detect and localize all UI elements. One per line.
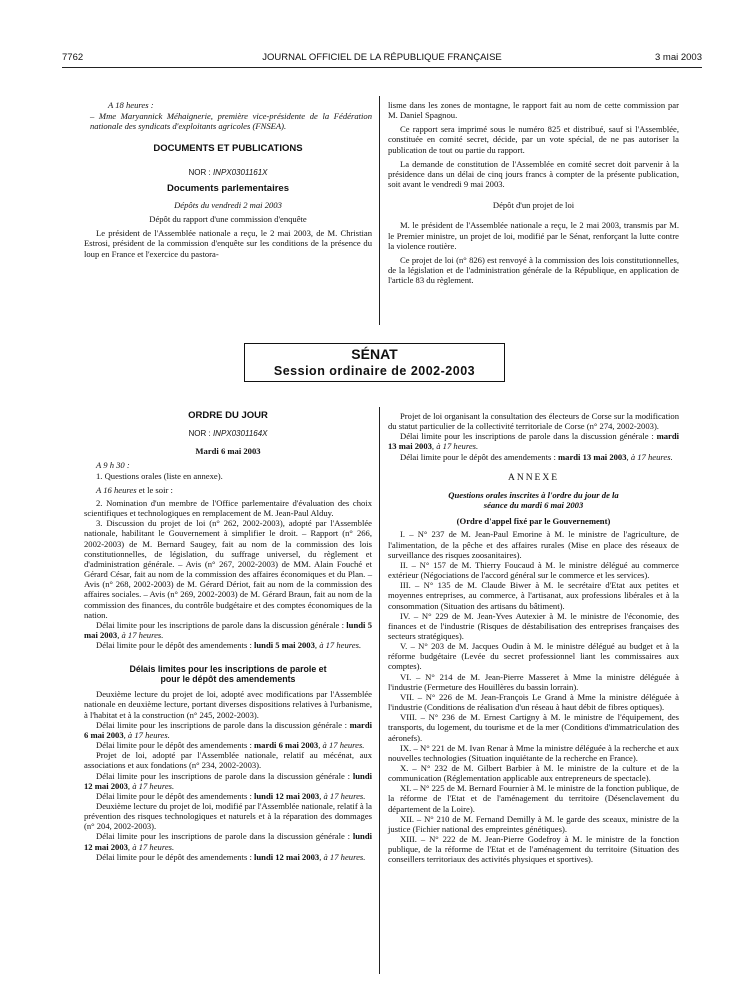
oral-question: III. – N° 135 de M. Claude Biwer à M. le secrétaire d'Etat aux petites et moyennes entreprises, au commerce, à l'artisanat, aux professions libérales et à la consommation (Situation des artisans du bâtiment). [388,580,679,611]
secret-committee-paragraph: La demande de constitution de l'Assemblée en comité secret doit parvenir à la présidence dans un délai de cinq jours francs à compter de la présente publication, soit avant le vendredi 9 mai 2003. [388,158,679,190]
agenda-date: Mardi 6 mai 2003 [195,446,261,457]
oral-question: IX. – N° 221 de M. Ivan Renar à Mme la ministre déléguée à la recherche et aux nouvelles technologies (Situation inquiétante de la recherche en France). [388,742,679,763]
oral-question: XI. – N° 225 de M. Bernard Fournier à M. le ministre de la fonction publique, de la réforme de l'Etat et de l'aménagement du territoire (Désenclavement du département de la Loire). [388,783,679,814]
bill-deposit-paragraph: M. le président de l'Assemblée nationale a reçu, le 2 mai 2003, transmis par M. le Premier ministre, un projet de loi, modifié par le Sénat, renforçant la lutte contre la violence routière. [388,220,679,251]
deadline-speakers [84,720,372,740]
top-left-column [84,100,372,259]
deadline-hour: à 17 heures. [132,780,175,791]
deadline-hour: à 17 heures. [323,851,366,862]
senat-banner [244,343,505,382]
deadline-sep: , [127,780,133,791]
deadline-text: Délai limite pour le dépôt des amendements : [96,640,254,651]
deadline-sep: , [319,851,324,862]
header-rule [62,67,702,68]
deadline-speakers [84,771,372,791]
deadline-speakers [84,831,372,851]
agenda-item-2: 2. Nomination d'un membre de l'Office parlementaire d'évaluation des choix scientifiques et technologiques en remplacement de M. Jean-Paul Alduy. [84,497,372,519]
deadline-date: lundi 12 mai 2003 [254,851,320,862]
deadline-speakers [84,620,372,640]
bill-referral-paragraph: Ce projet de loi (n° 826) est renvoyé à la commission des lois constitutionnelles, de la législation et de l'administration générale de la République, en application de l'article 83 du règlement. [388,254,679,286]
deadline-entry: Projet de loi, adopté par l'Assemblée nationale, relatif au mécénat, aux associations et aux fondations (n° 234, 2002-2003). [84,750,372,771]
deadline-hour: à 17 heures. [319,640,362,651]
deadline-hour: à 17 heures. [132,841,175,852]
deadline-hour: à 17 heures. [322,740,365,751]
agenda-time-1: A 9 h 30 : [96,460,130,471]
oral-question: XIII. – N° 222 de M. Jean-Pierre Godefroy à M. le ministre de la fonction publique, de la réforme de l'Etat et de l'aménagement du territoire (Situation des conseillers territoriaux des activités physiques et sportives). [388,834,679,865]
deadline-text: Délai limite pour le dépôt des amendements : [400,451,558,462]
deadline-hour: à 17 heures. [127,729,170,740]
issue-date: 3 mai 2003 [654,52,702,63]
deadline-amendments [84,852,372,862]
deadline-hour: à 17 heures. [121,629,164,640]
oral-question: IV. – N° 229 de M. Jean-Yves Autexier à M. le ministre de l'économie, des finances et de l'industrie (Risques de déstabilisation des entreprises françaises des secteurs stratégiques). [388,610,679,641]
deadline-sep: , [117,629,122,640]
annex-title: ANNEXE [507,472,560,483]
deadline-amendments [84,791,372,801]
deadline-text: Délai limite pour les inscriptions de parole dans la discussion générale : [400,431,657,442]
deadline-hour: à 17 heures. [323,790,366,801]
deadline-entry: Deuxième lecture du projet de loi, adopté avec modifications par l'Assemblée nationale en deuxième lecture, portant diverses dispositions relatives à l'urbanisme, à l'habitat et à la construction (n° 245, 2002-2003). [84,689,372,720]
deadline-text: Délai limite pour le dépôt des amendements : [96,740,254,751]
deposit-date: Dépôts du vendredi 2 mai 2003 [174,199,282,210]
oral-question: II. – N° 157 de M. Thierry Foucaud à M. le ministre délégué au commerce extérieur (Négociations de l'accord général sur le commerce et les services). [388,559,679,581]
deadline-hour: à 17 heures. [630,451,673,462]
journal-title: JOURNAL OFFICIEL DE LA RÉPUBLIQUE FRANÇAISE [262,52,502,63]
annex-subtitle: Questions orales inscrites à l'ordre du jour de la séance du mardi 6 mai 2003 [448,489,619,511]
deadline-date: mardi 13 mai 2003 [558,451,627,462]
deadline-text: Délai limite pour les inscriptions de parole dans la discussion générale : [96,619,347,630]
deadline-date: lundi 5 mai 2003 [254,640,315,651]
oral-question: V. – N° 203 de M. Jacques Oudin à M. le ministre délégué au budget et à la réforme budgétaire (Levée du secret professionnel liant les commissaires aux comptes). [388,641,679,672]
deadline-speakers [388,431,679,451]
agenda-item-1: 1. Questions orales (liste en annexe). [96,470,223,481]
deadline-text: Délai limite pour les inscriptions de parole dans la discussion générale : [96,770,353,781]
corse-bill-paragraph: Projet de loi organisant la consultation des électeurs de Corse sur la modification du statut particulier de la collectivité territoriale de Corse (n° 274, 2002-2003). [388,411,679,432]
session-title: Session ordinaire de 2002-2003 [273,364,476,378]
deadline-date: lundi 12 mai 2003 [254,790,320,801]
nor-reference [84,168,372,178]
deadline-sep: , [626,451,631,462]
deadline-date: lundi 12 mai 2003 [84,831,372,852]
page-number: 7762 [62,52,84,63]
deadline-sep: , [431,441,437,452]
nor-code: INPX0301161X [212,167,268,177]
deadline-sep: , [123,729,128,740]
agenda-time-2 [84,485,372,495]
oral-question: X. – N° 232 de M. Gilbert Barbier à M. le ministre de la culture et de la communication (Réglementation applicable aux entrepreneurs de spectacle). [388,763,679,784]
nor-reference [84,429,372,439]
oral-question: VI. – N° 214 de M. Jean-Pierre Masseret à Mme la ministre déléguée à l'industrie (Fermeture des Houillères du bassin lorrain). [388,671,679,692]
oral-question: VIII. – N° 236 de M. Ernest Cartigny à M. le ministre de l'équipement, des transports, du logement, du tourisme et de la mer (Conditions d'immatriculation des aéronefs). [388,712,679,743]
nor-label: NOR : [188,429,213,439]
senat-title: SÉNAT [351,346,398,362]
report-paragraph: Le président de l'Assemblée nationale a reçu, le 2 mai 2003, de M. Christian Estrosi, président de la commission d'enquête sur les conditions de la présence du loup en France et l'exercice du pastora- [84,228,372,259]
deadline-text: Délai limite pour le dépôt des amendements : [96,790,254,801]
deadline-date: lundi 5 mai 2003 [84,619,372,640]
annex-column [388,411,679,865]
oral-question: I. – N° 237 de M. Jean-Paul Emorine à M. le ministre de l'agriculture, de l'alimentation, de la pêche et des affaires rurales (Mise en place des réseaux de surveillance des risques zoosanitaires). [388,529,679,560]
deadline-text: Délai limite pour les inscriptions de parole dans la discussion générale : [96,831,353,842]
deadlines-section-title: Délais limites pour les inscriptions de parole et pour le dépôt des amendements [129,664,327,685]
report-paragraph-cont: lisme dans les zones de montagne, le rapport fait au nom de cette commission par M. Daniel Spagnou. [388,100,679,121]
hearing-person: – Mme Maryannick Méhaignerie, première vice-présidente de la Fédération nationale des syndicats d'exploitants agricoles (FNSEA). [90,111,372,132]
time-label: A 18 heures : [108,100,154,110]
oral-question: XII. – N° 210 de M. Fernand Demilly à M. le garde des sceaux, ministre de la justice (Fichier national des empreintes génétiques). [388,813,679,834]
agenda-column [84,411,372,862]
bill-deposit-title: Dépôt d'un projet de loi [492,200,575,211]
nor-code: INPX0301164X [212,429,268,439]
page-header [62,52,702,66]
deadline-sep: , [127,841,133,852]
deadline-text: Délai limite pour les inscriptions de parole dans la discussion générale : [96,719,350,730]
deadline-sep: , [318,740,323,751]
deadline-hour: à 17 heures. [436,441,479,452]
deadline-date: mardi 13 mai 2003 [388,431,679,452]
order-title: (Ordre d'appel fixé par le Gouvernement) [456,516,611,527]
agenda-item-3: 3. Discussion du projet de loi (n° 262, 2002-2003), adopté par l'Assemblée nationale, habilitant le Gouvernement à simplifier le droit. – Rapport (n° 266, 2002-2003) de M. Bernard Saugey, fait au nom de la commission des lois constitutionnelles, de législation, du suffrage universel, du règlement et d'administration générale. – Avis (n° 267, 2002-2003) de MM. Alain Fouché et Gérard César, fait au nom de la commission des affaires économiques et du Plan. – Avis (n° 268, 2002-2003) de M. Gérard Dériot, fait au nom de la commission des affaires sociales. – Avis (n° 269, 2002-2003) de M. Gérard Braun, fait au nom de la commission des finances, du contrôle budgétaire et des comptes économiques de la nation. [84,518,372,620]
deposit-type: Dépôt du rapport d'une commission d'enquête [149,214,307,225]
deadline-sep: , [314,640,320,651]
agenda-title: ORDRE DU JOUR [188,410,268,421]
time-suffix: et le soir : [136,484,173,495]
time-label: A 16 heures [96,484,137,495]
subsection-title: Documents parlementaires [167,182,289,194]
column-divider-top [379,96,380,325]
deadline-sep: , [319,790,324,801]
deadline-date: mardi 6 mai 2003 [254,740,319,751]
deadline-entry: Deuxième lecture du projet de loi, modifié par l'Assemblée nationale, relatif à la prévention des risques technologiques et naturels et à la réparation des dommages (n° 204, 2002-2003). [84,801,372,832]
deadline-date: mardi 6 mai 2003 [84,719,372,740]
column-divider-bottom [379,407,380,974]
top-right-column [388,100,679,285]
report-print-paragraph: Ce rapport sera imprimé sous le numéro 825 et distribué, sauf si l'Assemblée, constituée en comité secret, décide, par un vote spécial, de ne pas autoriser la publication de tout ou partie du rapport. [388,124,679,155]
deadline-text: Délai limite pour le dépôt des amendements : [96,851,254,862]
deadline-amendments [84,740,372,750]
questions-list [388,529,679,864]
nor-label: NOR : [188,167,213,177]
section-title: DOCUMENTS ET PUBLICATIONS [153,143,303,155]
deadline-date: lundi 12 mai 2003 [84,770,372,791]
deadline-amendments [388,452,679,462]
oral-question: VII. – N° 226 de M. Jean-François Le Grand à Mme la ministre déléguée à l'industrie (Conditions de réalisation d'un réseau à haut débit de fibres optiques). [388,691,679,713]
deadline-amendments [84,640,372,650]
